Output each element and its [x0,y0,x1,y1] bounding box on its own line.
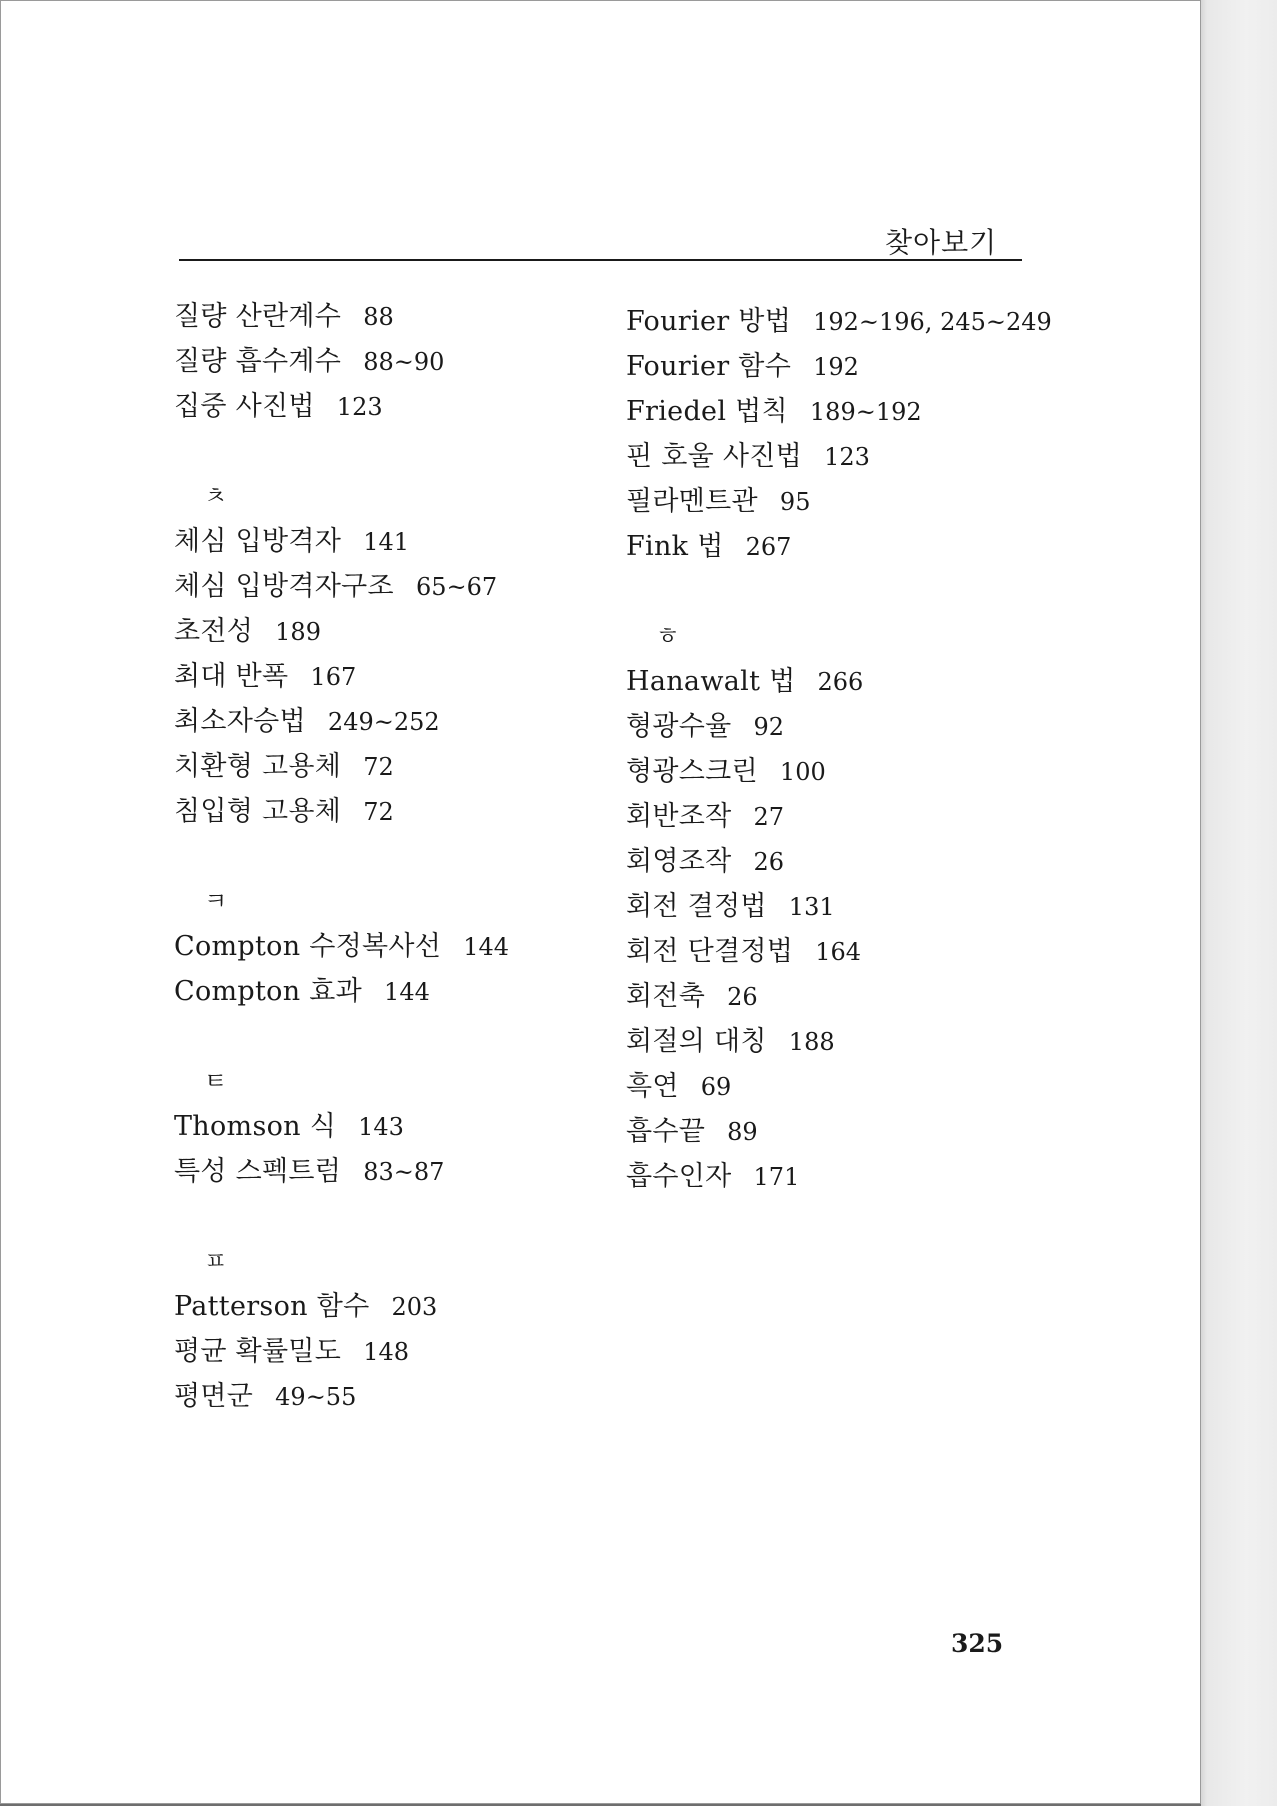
index-page-refs: 171 [753,1163,800,1191]
index-entry [174,969,509,1014]
index-entry [174,519,509,564]
index-entry [626,839,1052,884]
index-term: 초전성 [174,616,254,647]
index-term: 흑연 [626,1071,679,1102]
index-page-refs: 131 [788,893,835,921]
index-page-refs: 267 [745,533,792,561]
page-header-title: 찾아보기 [885,226,998,259]
index-term: 체심 입방격자 [174,526,342,557]
index-page-refs: 141 [363,528,409,556]
group-spacer [174,1194,509,1239]
index-term: 특성 스펙트럼 [174,1156,342,1187]
index-page-refs: 83~87 [363,1158,445,1186]
index-entry [174,654,509,699]
index-term: Fourier 함수 [626,351,792,382]
index-term: Patterson 함수 [174,1291,370,1322]
index-block [626,659,1052,1199]
index-entry [626,929,1052,974]
index-page-refs: 144 [384,978,430,1006]
index-page-refs: 192~196, 245~249 [813,308,1052,336]
index-entry [626,479,1052,524]
index-block [174,519,509,834]
index-entry [174,294,509,339]
index-term: Friedel 법칙 [626,396,788,427]
index-group-letter: ㅋ [204,887,228,915]
index-page-refs: 89 [727,1118,758,1146]
index-entry [626,659,1052,704]
index-page-refs: 189 [275,618,321,646]
index-term: 최대 반폭 [174,661,289,692]
index-entry [626,389,1052,434]
index-group-letter: ㅍ [204,1247,228,1275]
index-term: 평면군 [174,1381,254,1412]
index-term: 회전 결정법 [626,891,767,922]
index-page-refs: 249~252 [327,708,440,736]
index-term: 회반조작 [626,801,732,832]
index-group-letter: ㅊ [204,482,228,510]
index-entry [626,344,1052,389]
index-term: 회영조작 [626,846,732,877]
index-page-refs: 123 [336,393,383,421]
index-page-refs: 26 [753,848,785,876]
index-right-column [626,299,1052,1199]
index-page-refs: 203 [391,1293,438,1321]
index-entry [174,1374,509,1419]
index-block [174,924,509,1014]
index-term: 체심 입방격자구조 [174,571,394,602]
index-term: 회전축 [626,981,706,1012]
index-entry [174,744,509,789]
index-term: 필라멘트관 [626,486,758,517]
index-block [174,1104,509,1194]
index-entry [174,1104,509,1149]
index-page-refs: 72 [363,753,394,781]
index-term: 질량 산란계수 [174,301,342,332]
index-term: Hanawalt 법 [626,666,796,697]
index-page-refs: 27 [753,803,785,831]
index-page-refs: 88~90 [363,348,445,376]
index-term: 형광수율 [626,711,732,742]
index-entry [174,339,509,384]
index-page-refs: 123 [824,443,870,471]
index-entry [174,924,509,969]
index-block [174,1284,509,1419]
index-page-refs: 266 [817,668,864,696]
index-term: Compton 효과 [174,976,363,1007]
index-term: 치환형 고용체 [174,751,342,782]
index-page-refs: 167 [310,663,357,691]
index-entry [626,749,1052,794]
index-entry [626,794,1052,839]
index-entry [174,609,509,654]
index-term: Thomson 식 [174,1111,337,1142]
group-spacer [174,834,509,879]
index-page-refs: 65~67 [415,573,498,601]
index-term: 침입형 고용체 [174,796,342,827]
index-entry [626,1154,1052,1199]
index-block [626,299,1052,569]
index-group-letter: ㅌ [204,1067,228,1095]
index-term: Fourier 방법 [626,306,792,337]
index-page-refs: 72 [363,798,394,826]
index-entry [174,789,509,834]
page-gutter [1201,0,1277,1806]
index-page-refs: 92 [753,713,785,741]
index-entry [626,434,1052,479]
index-page-refs: 148 [363,1338,409,1366]
index-page-refs: 143 [358,1113,404,1141]
index-page-refs: 189~192 [809,398,922,426]
index-term: 형광스크린 [626,756,758,787]
index-entry [626,299,1052,344]
index-page-refs: 164 [815,938,861,966]
index-entry [174,1329,509,1374]
index-entry [174,1284,509,1329]
index-page-refs: 95 [779,488,811,516]
index-term: 최소자승법 [174,706,306,737]
group-spacer [174,1014,509,1059]
index-term: 회전 단결정법 [626,936,794,967]
index-entry [626,524,1052,569]
index-left-column [174,294,509,1419]
index-page-refs: 88 [363,303,394,331]
index-entry [626,1109,1052,1154]
index-entry [626,884,1052,929]
index-group-letter: ㅎ [656,622,680,650]
index-page-refs: 100 [779,758,826,786]
index-page-refs: 69 [700,1073,732,1101]
index-term: Fink 법 [626,531,724,562]
index-entry [174,384,509,429]
index-term: 질량 흡수계수 [174,346,342,377]
index-term: 핀 호울 사진법 [626,441,803,472]
index-term: 회절의 대칭 [626,1026,767,1057]
page-number: 325 [951,1629,1004,1658]
index-page-refs: 26 [727,983,758,1011]
index-page-refs: 49~55 [275,1383,357,1411]
index-term: 평균 확률밀도 [174,1336,342,1367]
group-spacer [174,429,509,474]
index-term: 흡수인자 [626,1161,732,1192]
index-page-refs: 144 [463,933,509,961]
index-term: 흡수끝 [626,1116,706,1147]
group-spacer [626,569,1052,614]
index-entry [626,974,1052,1019]
index-page-refs: 188 [788,1028,835,1056]
index-entry [174,1149,509,1194]
index-entry [174,699,509,744]
index-term: 집중 사진법 [174,391,315,422]
index-page-refs: 192 [813,353,859,381]
index-entry [626,1064,1052,1109]
index-block [174,294,509,429]
index-entry [626,704,1052,749]
index-entry [174,564,509,609]
index-term: Compton 수정복사선 [174,931,442,962]
index-entry [626,1019,1052,1064]
header-rule [179,259,1022,261]
